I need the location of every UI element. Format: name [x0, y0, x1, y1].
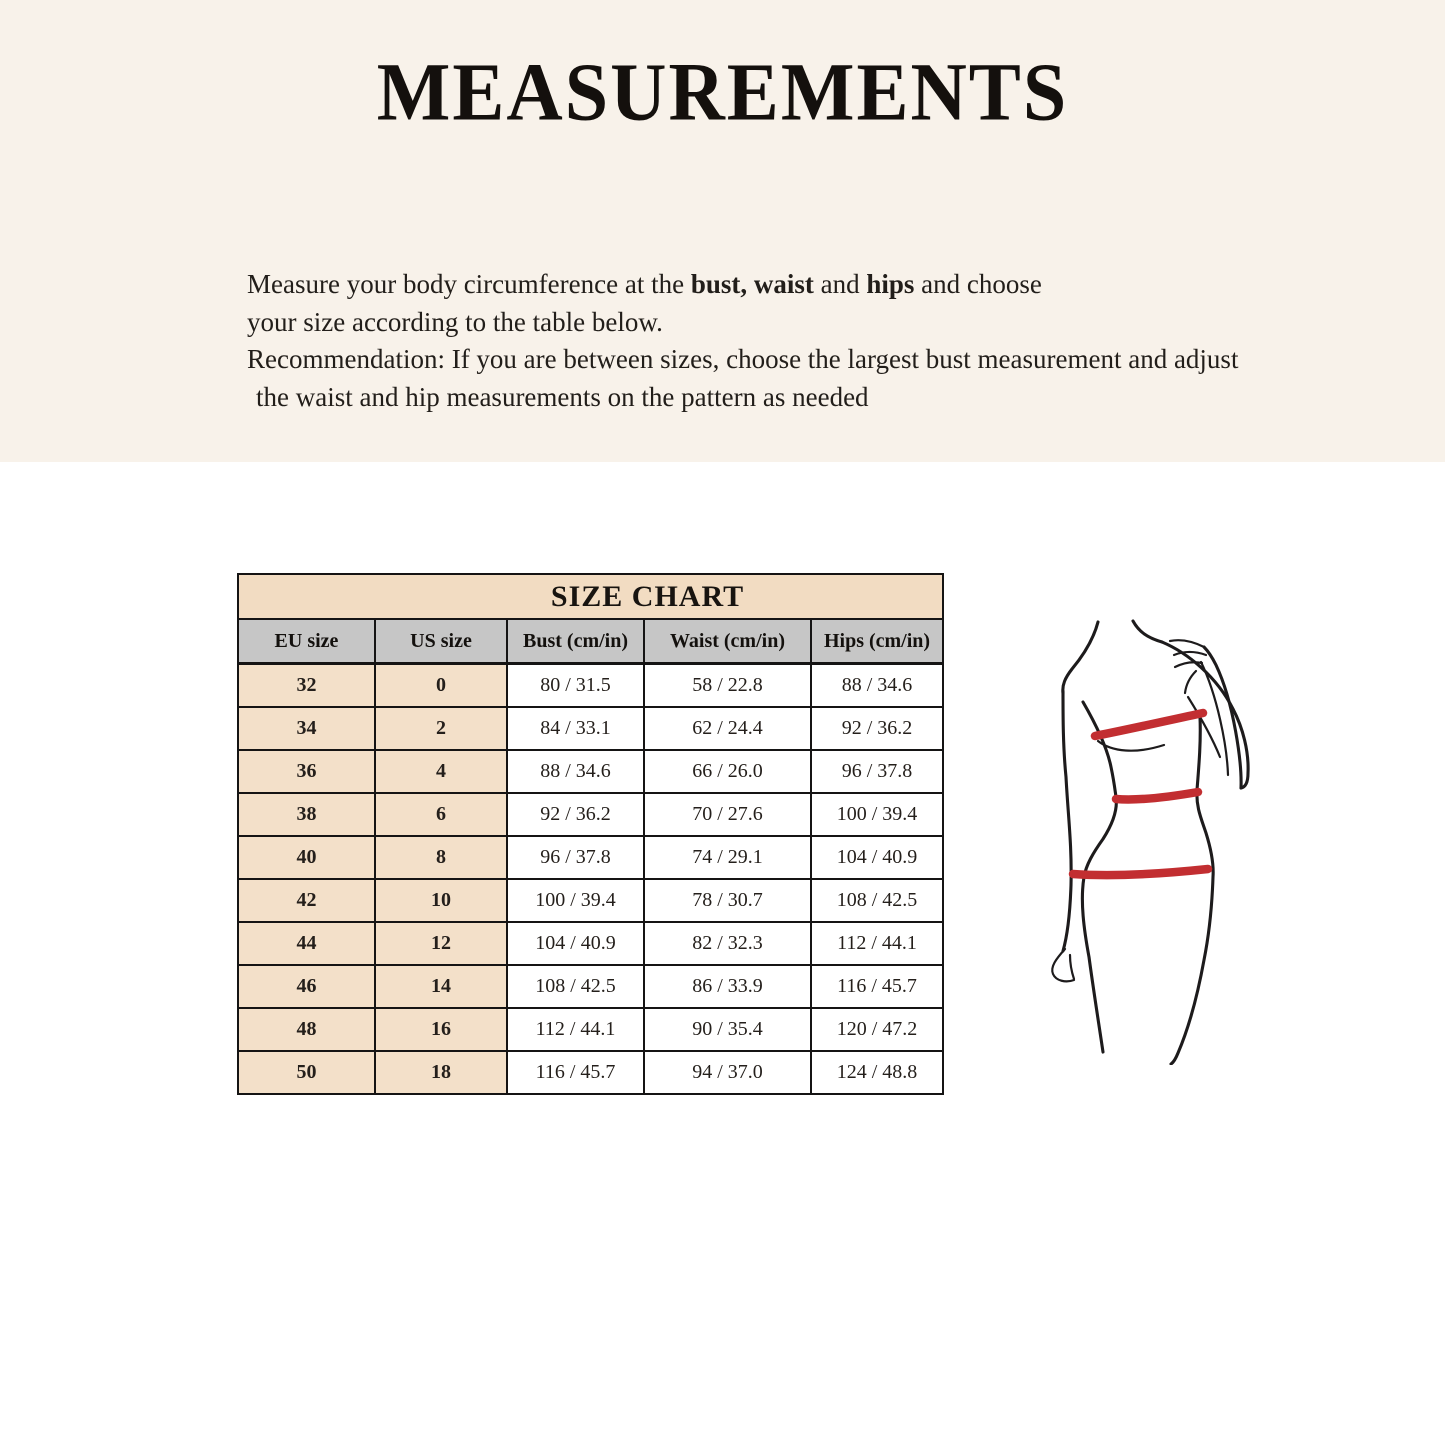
size-table-body: [238, 664, 943, 1095]
us-size-cell: 2: [375, 707, 507, 750]
column-header-row: [238, 619, 943, 664]
table-row: [238, 1051, 943, 1094]
intro-bold-hips: hips: [866, 269, 915, 299]
hips-cell: 108 / 42.5: [811, 879, 943, 922]
intro-line-1-post: and choose: [914, 269, 1042, 299]
column-header-eu-size: EU size: [238, 619, 375, 664]
figure-underbust-line: [1098, 741, 1164, 751]
intro-text: [247, 266, 1238, 416]
bust-measure-line: [1095, 713, 1203, 736]
waist-cell: 82 / 32.3: [644, 922, 811, 965]
body-measurement-figure: [1020, 585, 1340, 1065]
eu-size-cell: 32: [238, 664, 375, 708]
intro-line-3: Recommendation: If you are between sizes, choose the largest bust measurement and adjust: [247, 344, 1239, 374]
eu-size-cell: 44: [238, 922, 375, 965]
size-chart-title: SIZE CHART: [238, 574, 943, 619]
us-size-cell: 12: [375, 922, 507, 965]
table-row: [238, 922, 943, 965]
figure-armpit-line: [1188, 697, 1220, 757]
figure-outline: [1052, 621, 1248, 1064]
hips-cell: 96 / 37.8: [811, 750, 943, 793]
bust-cell: 108 / 42.5: [507, 965, 644, 1008]
hips-cell: 124 / 48.8: [811, 1051, 943, 1094]
eu-size-cell: 36: [238, 750, 375, 793]
column-header-hips: Hips (cm/in): [811, 619, 943, 664]
us-size-cell: 6: [375, 793, 507, 836]
waist-cell: 86 / 33.9: [644, 965, 811, 1008]
figure-left-arm-line: [1063, 691, 1071, 951]
bust-cell: 96 / 37.8: [507, 836, 644, 879]
page-title: MEASUREMENTS: [376, 45, 1069, 138]
table-row: [238, 664, 943, 708]
waist-cell: 90 / 35.4: [644, 1008, 811, 1051]
column-header-waist: Waist (cm/in): [644, 619, 811, 664]
us-size-cell: 16: [375, 1008, 507, 1051]
figure-right-shoulder-line: [1133, 621, 1162, 642]
table-row: [238, 879, 943, 922]
size-chart-table: [237, 573, 944, 1095]
table-row: [238, 836, 943, 879]
eu-size-cell: 48: [238, 1008, 375, 1051]
us-size-cell: 4: [375, 750, 507, 793]
intro-bold-bust-waist: bust, waist: [690, 269, 814, 299]
waist-cell: 78 / 30.7: [644, 879, 811, 922]
hips-cell: 120 / 47.2: [811, 1008, 943, 1051]
eu-size-cell: 38: [238, 793, 375, 836]
waist-measure-line: [1116, 792, 1198, 799]
figure-neck-back-line: [1063, 622, 1098, 693]
bust-cell: 92 / 36.2: [507, 793, 644, 836]
bust-cell: 84 / 33.1: [507, 707, 644, 750]
hips-cell: 112 / 44.1: [811, 922, 943, 965]
table-row: [238, 750, 943, 793]
eu-size-cell: 50: [238, 1051, 375, 1094]
waist-cell: 62 / 24.4: [644, 707, 811, 750]
eu-size-cell: 40: [238, 836, 375, 879]
intro-line-2: your size according to the table below.: [247, 306, 663, 337]
hips-cell: 92 / 36.2: [811, 707, 943, 750]
bust-cell: 104 / 40.9: [507, 922, 644, 965]
hips-cell: 100 / 39.4: [811, 793, 943, 836]
column-header-bust: Bust (cm/in): [507, 619, 644, 664]
bust-cell: 80 / 31.5: [507, 664, 644, 708]
table-row: [238, 965, 943, 1008]
bust-cell: 112 / 44.1: [507, 1008, 644, 1051]
hips-measure-line: [1073, 869, 1208, 875]
eu-size-cell: 46: [238, 965, 375, 1008]
measurement-bands: [1073, 713, 1208, 875]
table-row: [238, 1008, 943, 1051]
eu-size-cell: 42: [238, 879, 375, 922]
intro-line-1: [247, 269, 1042, 299]
eu-size-cell: 34: [238, 707, 375, 750]
column-header-us-size: US size: [375, 619, 507, 664]
intro-line-1-pre: Measure your body circumference at the: [247, 269, 691, 299]
us-size-cell: 0: [375, 664, 507, 708]
hips-cell: 104 / 40.9: [811, 836, 943, 879]
us-size-cell: 10: [375, 879, 507, 922]
bust-cell: 100 / 39.4: [507, 879, 644, 922]
waist-cell: 58 / 22.8: [644, 664, 811, 708]
hips-cell: 116 / 45.7: [811, 965, 943, 1008]
us-size-cell: 8: [375, 836, 507, 879]
table-row: [238, 793, 943, 836]
intro-line-1-mid: and: [813, 269, 867, 299]
waist-cell: 74 / 29.1: [644, 836, 811, 879]
table-row: [238, 707, 943, 750]
waist-cell: 94 / 37.0: [644, 1051, 811, 1094]
figure-finger-line-2: [1174, 652, 1206, 655]
figure-thumb-line: [1185, 671, 1196, 693]
bust-cell: 116 / 45.7: [507, 1051, 644, 1094]
figure-front-hip-leg-line: [1171, 717, 1213, 1064]
intro-line-4: the waist and hip measurements on the pattern as needed: [256, 381, 869, 412]
figure-left-hand-inner-line: [1070, 955, 1074, 979]
us-size-cell: 14: [375, 965, 507, 1008]
size-chart-title-row: [238, 574, 943, 619]
waist-cell: 70 / 27.6: [644, 793, 811, 836]
figure-finger-line-1: [1170, 640, 1204, 647]
us-size-cell: 18: [375, 1051, 507, 1094]
hips-cell: 88 / 34.6: [811, 664, 943, 708]
bust-cell: 88 / 34.6: [507, 750, 644, 793]
waist-cell: 66 / 26.0: [644, 750, 811, 793]
